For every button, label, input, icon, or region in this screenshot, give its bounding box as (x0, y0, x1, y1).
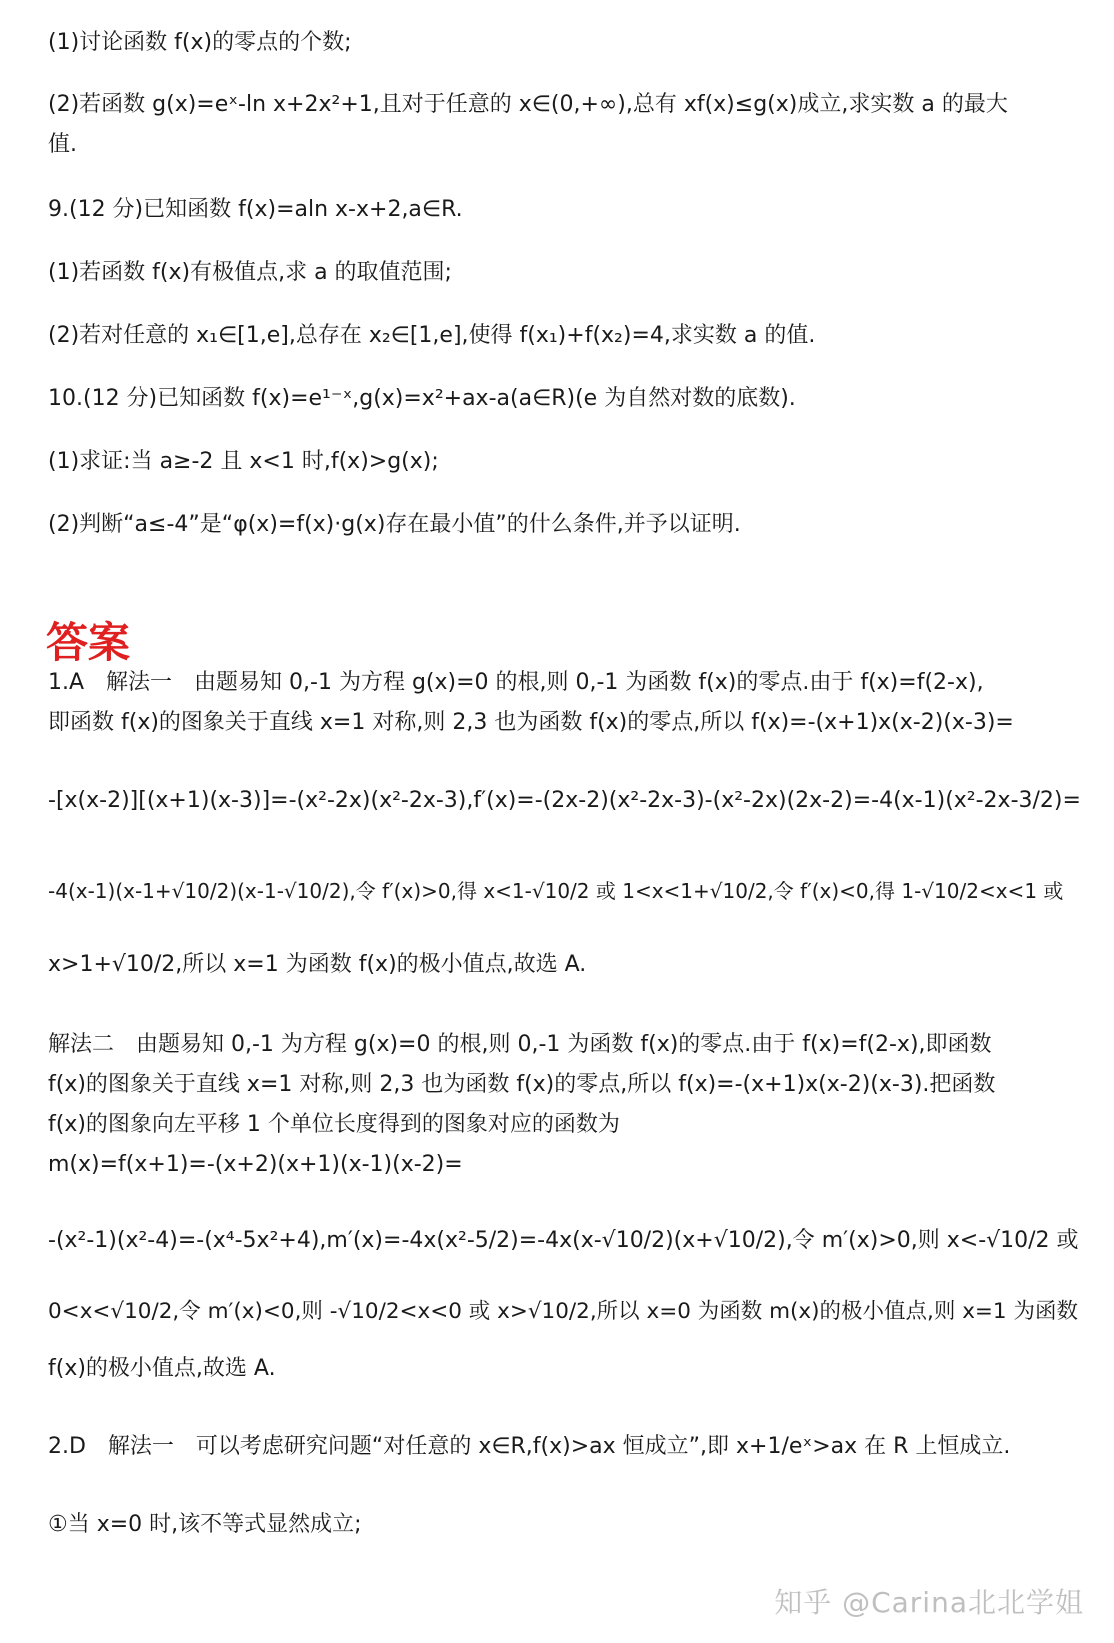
problem-8-part-2: (2)若函数 g(x)=eˣ-ln x+2x²+1,且对于任意的 x∈(0,+∞),总有 xf(x)≤g(x)成立,求实数 a 的最大 (48, 92, 1008, 117)
answer-1-line-5: x>1+√10/2,所以 x=1 为函数 f(x)的极小值点,故选 A. (48, 952, 587, 977)
answer-1-line-3: -[x(x-2)][(x+1)(x-3)]=-(x²-2x)(x²-2x-3),f′(x)=-(2x-2)(x²-2x-3)-(x²-2x)(2x-2)=-4(x-1)(x²-2x-3/2)= (48, 788, 1081, 813)
answer-1-line-4: -4(x-1)(x-1+√10/2)(x-1-√10/2),令 f′(x)>0,得 x<1-√10/2 或 1<x<1+√10/2,令 f′(x)<0,得 1-√10/2<x<1 或 (48, 879, 1064, 903)
answer-2-line-2: ①当 x=0 时,该不等式显然成立; (48, 1512, 362, 1537)
answer-1-method-2-line-3: f(x)的图象向左平移 1 个单位长度得到的图象对应的函数为 (48, 1112, 620, 1137)
answer-heading: 答案 (46, 618, 131, 667)
answer-2-line-1: 2.D 解法一 可以考虑研究问题“对任意的 x∈R,f(x)>ax 恒成立”,即 x+1/eˣ>ax 在 R 上恒成立. (48, 1434, 1011, 1459)
problem-9-part-1: (1)若函数 f(x)有极值点,求 a 的取值范围; (48, 260, 452, 285)
answer-1-line-1: 1.A 解法一 由题易知 0,-1 为方程 g(x)=0 的根,则 0,-1 为函数 f(x)的零点.由于 f(x)=f(2-x), (48, 670, 984, 695)
problem-8-part-1: (1)讨论函数 f(x)的零点的个数; (48, 30, 352, 55)
problem-9-title: 9.(12 分)已知函数 f(x)=aln x-x+2,a∈R. (48, 197, 463, 222)
watermark: 知乎 @Carina北北学姐 (774, 1586, 1084, 1619)
answer-1-method-2-line-4: m(x)=f(x+1)=-(x+2)(x+1)(x-1)(x-2)= (48, 1152, 463, 1177)
answer-1-method-2-line-1: 解法二 由题易知 0,-1 为方程 g(x)=0 的根,则 0,-1 为函数 f(x)的零点.由于 f(x)=f(2-x),即函数 (48, 1032, 992, 1057)
problem-10-part-2: (2)判断“a≤-4”是“φ(x)=f(x)·g(x)存在最小值”的什么条件,并予以证明. (48, 512, 741, 537)
answer-1-method-2-line-6: 0<x<√10/2,令 m′(x)<0,则 -√10/2<x<0 或 x>√10/2,所以 x=0 为函数 m(x)的极小值点,则 x=1 为函数 (48, 1299, 1078, 1324)
problem-9-part-2: (2)若对任意的 x₁∈[1,e],总存在 x₂∈[1,e],使得 f(x₁)+f(x₂)=4,求实数 a 的值. (48, 323, 816, 348)
answer-1-line-2: 即函数 f(x)的图象关于直线 x=1 对称,则 2,3 也为函数 f(x)的零点,所以 f(x)=-(x+1)x(x-2)(x-3)= (48, 710, 1014, 735)
answer-1-method-2-line-2: f(x)的图象关于直线 x=1 对称,则 2,3 也为函数 f(x)的零点,所以 f(x)=-(x+1)x(x-2)(x-3).把函数 (48, 1072, 996, 1097)
problem-8-part-2-cont: 值. (48, 132, 77, 157)
answer-1-method-2-line-7: f(x)的极小值点,故选 A. (48, 1356, 276, 1381)
problem-10-title: 10.(12 分)已知函数 f(x)=e¹⁻ˣ,g(x)=x²+ax-a(a∈R)(e 为自然对数的底数). (48, 386, 796, 411)
answer-1-method-2-line-5: -(x²-1)(x²-4)=-(x⁴-5x²+4),m′(x)=-4x(x²-5/2)=-4x(x-√10/2)(x+√10/2),令 m′(x)>0,则 x<-√10/2 或 (48, 1228, 1079, 1253)
problem-10-part-1: (1)求证:当 a≥-2 且 x<1 时,f(x)>g(x); (48, 449, 439, 474)
